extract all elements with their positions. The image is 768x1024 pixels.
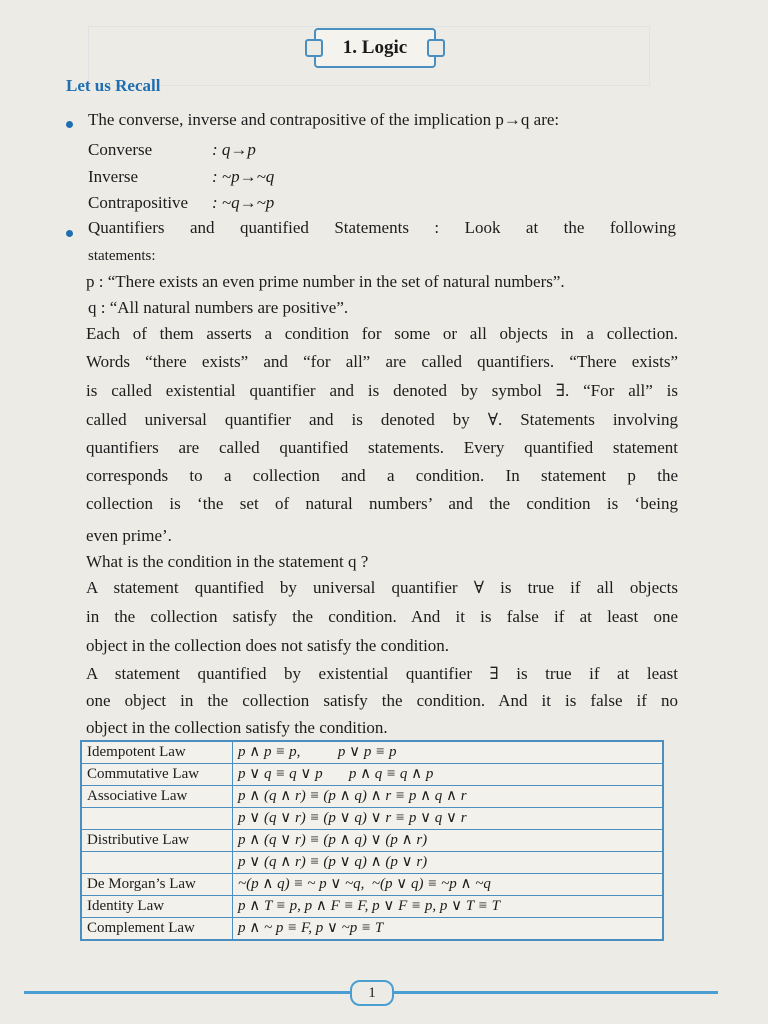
law-name xyxy=(81,852,233,874)
law-row xyxy=(81,852,663,874)
body-line: is called existential quantifier and is denoted by symbol ∃. “For all” is xyxy=(86,381,678,400)
body-line: called universal quantifier and is denoted by ∀. Statements involving xyxy=(86,410,678,429)
body-line: quantifiers are called quantified statements. Every quantified statement xyxy=(86,438,678,457)
body-line: in the collection satisfy the condition. And it is false if at least one xyxy=(86,607,678,626)
body-line: even prime’. xyxy=(86,526,172,545)
q-statement: q : “All natural numbers are positive”. xyxy=(88,298,349,317)
law-row xyxy=(81,896,663,918)
body-line: one object in the collection satisfy the condition. And it is false if no xyxy=(86,691,678,710)
law-name: De Morgan’s Law xyxy=(81,874,233,896)
converse-row xyxy=(88,140,256,160)
law-row xyxy=(81,830,663,852)
law-row xyxy=(81,741,663,764)
bullet1-text: The converse, inverse and contrapositive of the implication p→q are: xyxy=(88,110,560,129)
law-formula: p ∧ (q ∧ r) ≡ (p ∧ q) ∧ r ≡ p ∧ q ∧ r xyxy=(233,786,664,808)
bullet2-line2: statements: xyxy=(88,248,156,264)
body-line: Each of them asserts a condition for some or all objects in a collection. xyxy=(86,324,678,343)
body-line: A statement quantified by universal quantifier ∀ is true if all objects xyxy=(86,578,678,597)
inverse-row xyxy=(88,167,274,187)
law-formula: p ∧ (q ∨ r) ≡ (p ∧ q) ∨ (p ∧ r) xyxy=(233,830,664,852)
body-line: A statement quantified by existential quantifier ∃ is true if at least xyxy=(86,664,678,683)
page-number: 1 xyxy=(350,980,394,1006)
law-name: Distributive Law xyxy=(81,830,233,852)
law-formula: p ∧ T ≡ p, p ∧ F ≡ F, p ∨ F ≡ p, p ∨ T ≡ T xyxy=(233,896,664,918)
law-name: Commutative Law xyxy=(81,764,233,786)
converse-label: Converse xyxy=(88,140,153,159)
section-heading: Let us Recall xyxy=(66,76,161,95)
p-statement: p : “There exists an even prime number in the set of natural numbers”. xyxy=(86,272,565,291)
inverse-label: Inverse xyxy=(88,167,139,186)
body-line: collection is ‘the set of natural numbers’ and the condition is ‘being xyxy=(86,494,678,513)
law-formula: ~(p ∧ q) ≡ ~ p ∨ ~q, ~(p ∨ q) ≡ ~p ∧ ~q xyxy=(233,874,664,896)
contrapositive-row xyxy=(88,193,274,213)
laws-table-body xyxy=(81,741,663,940)
converse-value: : q→p xyxy=(212,140,256,159)
law-row xyxy=(81,808,663,830)
law-formula: p ∨ q ≡ q ∨ p p ∧ q ≡ q ∧ p xyxy=(233,764,664,786)
bullet-dot xyxy=(66,230,73,237)
law-formula: p ∧ p ≡ p, p ∨ p ≡ p xyxy=(233,741,664,764)
law-formula: p ∨ (q ∧ r) ≡ (p ∨ q) ∧ (p ∨ r) xyxy=(233,852,664,874)
body-line: object in the collection satisfy the condition. xyxy=(86,718,388,737)
bullet2-line1: Quantifiers and quantified Statements : Look at the following xyxy=(88,218,676,237)
law-row xyxy=(81,918,663,941)
law-name: Idempotent Law xyxy=(81,741,233,764)
logic-laws-table xyxy=(80,740,664,941)
law-row xyxy=(81,786,663,808)
body-line: object in the collection does not satisfy the condition. xyxy=(86,636,450,655)
ornament-right xyxy=(427,39,445,57)
chapter-title: 1. Logic xyxy=(342,37,408,58)
body-line: Words “there exists” and “for all” are called quantifiers. “There exists” xyxy=(86,352,678,371)
body-line: corresponds to a collection and a condition. In statement p the xyxy=(86,466,678,485)
contrapositive-value: : ~q→~p xyxy=(212,193,275,212)
ornament-left xyxy=(305,39,323,57)
law-name xyxy=(81,808,233,830)
law-name: Associative Law xyxy=(81,786,233,808)
inverse-value: : ~p→~q xyxy=(212,167,275,186)
contrapositive-label: Contrapositive xyxy=(88,193,189,212)
body-line: What is the condition in the statement q ? xyxy=(86,552,369,571)
law-formula: p ∨ (q ∨ r) ≡ (p ∨ q) ∨ r ≡ p ∨ q ∨ r xyxy=(233,808,664,830)
bullet-dot xyxy=(66,121,73,128)
law-name: Identity Law xyxy=(81,896,233,918)
law-formula: p ∧ ~ p ≡ F, p ∨ ~p ≡ T xyxy=(233,918,664,941)
law-name: Complement Law xyxy=(81,918,233,941)
law-row xyxy=(81,764,663,786)
chapter-title-plate xyxy=(314,28,436,68)
law-row xyxy=(81,874,663,896)
